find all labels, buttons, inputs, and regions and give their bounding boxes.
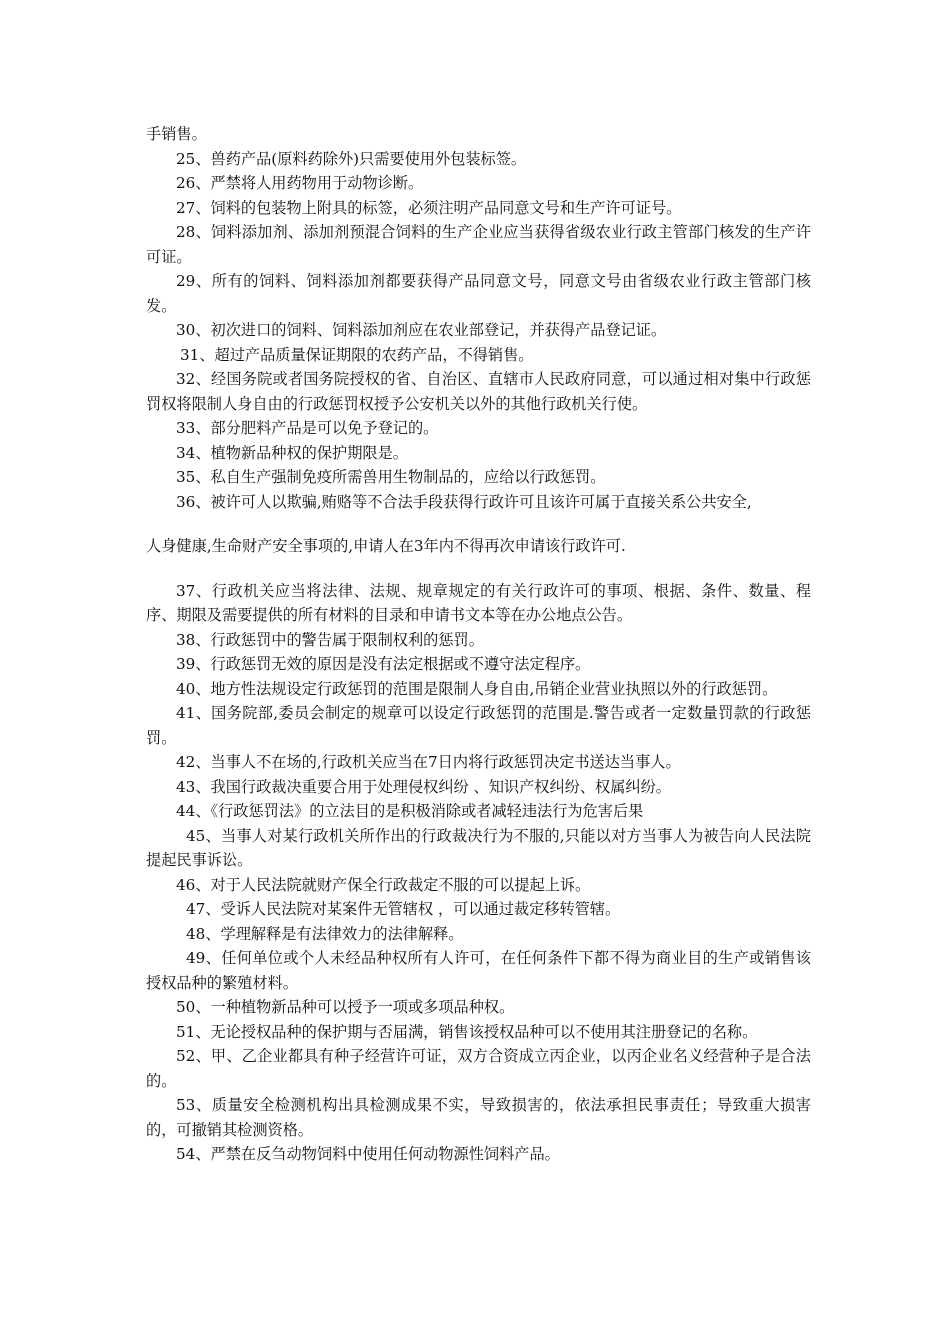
paragraph: 39、行政惩罚无效的原因是没有法定根据或不遵守法定程序。 bbox=[176, 655, 591, 673]
paragraph: 28、饲料添加剂、添加剂预混合饲料的生产企业应当获得省级农业行政主管部门核发的生产许可证。 bbox=[146, 223, 811, 266]
paragraph: 41、国务院部,委员会制定的规章可以设定行政惩罚的范围是.警告或者一定数量罚款的行政惩罚。 bbox=[146, 704, 811, 747]
paragraph: 33、部分肥料产品是可以免予登记的。 bbox=[176, 419, 439, 437]
paragraph: 50、一种植物新品种可以授予一项或多项品种权。 bbox=[176, 998, 515, 1016]
paragraph: 40、地方性法规设定行政惩罚的范围是限制人身自由,吊销企业营业执照以外的行政惩罚。 bbox=[176, 679, 778, 698]
paragraph: 54、严禁在反刍动物饲料中使用任何动物源性饲料产品。 bbox=[176, 1145, 560, 1163]
paragraph: 53、质量安全检测机构出具检测成果不实，导致损害的，依法承担民事责任；导致重大损害的，可撤销其检测资格。 bbox=[146, 1096, 811, 1139]
paragraph: 48、学理解释是有法律效力的法律解释。 bbox=[186, 924, 464, 943]
paragraph: 25、兽药产品(原料药除外)只需要使用外包装标签。 bbox=[176, 149, 527, 168]
paragraph: 37、行政机关应当将法律、法规、规章规定的有关行政许可的事项、根据、条件、数量、程序、期限及需要提供的所有材料的目录和申请书文本等在办公地点公告。 bbox=[146, 581, 811, 624]
paragraph: 52、甲、乙企业都具有种子经营许可证，双方合资成立丙企业，以丙企业名义经营种子是合法的。 bbox=[146, 1047, 811, 1090]
paragraph: 45、当事人对某行政机关所作出的行政裁决行为不服的,只能以对方当事人为被告向人民法院提起民事诉讼。 bbox=[146, 826, 811, 869]
paragraph: 手销售。 bbox=[146, 125, 207, 143]
paragraph: 51、无论授权品种的保护期与否届满，销售该授权品种可以不使用其注册登记的名称。 bbox=[176, 1022, 758, 1041]
paragraph: 29、所有的饲料、饲料添加剂都要获得产品同意文号，同意文号由省级农业行政主管部门核发。 bbox=[146, 272, 811, 315]
paragraph: 47、受诉人民法院对某案件无管辖权 ，可以通过裁定移转管辖。 bbox=[186, 900, 621, 918]
paragraph: 38、行政惩罚中的警告属于限制权利的惩罚。 bbox=[176, 630, 484, 649]
paragraph: 30、初次进口的饲料、饲料添加剂应在农业部登记，并获得产品登记证。 bbox=[176, 321, 667, 339]
paragraph: 31、超过产品质量保证期限的农药产品，不得销售。 bbox=[180, 345, 534, 364]
paragraph: 32、经国务院或者国务院授权的省、自治区、直辖市人民政府同意，可以通过相对集中行政惩罚权将限制人身自由的行政惩罚权授予公安机关以外的其他行政机关行使。 bbox=[146, 370, 811, 413]
paragraph: 35、私自生产强制免疫所需兽用生物制品的，应给以行政惩罚。 bbox=[176, 468, 606, 486]
paragraph: 44、《行政惩罚法》的立法目的是积极消除或者减轻违法行为危害后果 bbox=[176, 802, 644, 820]
paragraph: 43、我国行政裁决重要合用于处理侵权纠纷 、知识产权纠纷、权属纠纷。 bbox=[176, 777, 671, 796]
paragraph: 36、被许可人以欺骗,贿赂等不合法手段获得行政许可且该许可属于直接关系公共安全, bbox=[176, 492, 752, 511]
paragraph: 42、当事人不在场的,行政机关应当在7日内将行政惩罚决定书送达当事人。 bbox=[176, 753, 681, 771]
paragraph: 27、饲料的包装物上附具的标签，必须注明产品同意文号和生产许可证号。 bbox=[176, 198, 682, 217]
document-body bbox=[146, 122, 811, 1167]
paragraph: 49、任何单位或个人未经品种权所有人许可，在任何条件下都不得为商业目的生产或销售该授权品种的繁殖材料。 bbox=[146, 949, 811, 992]
paragraph: 46、对于人民法院就财产保全行政裁定不服的可以提起上诉。 bbox=[176, 875, 591, 894]
paragraph: 26、严禁将人用药物用于动物诊断。 bbox=[176, 174, 424, 192]
paragraph: 34、植物新品种权的保护期限是。 bbox=[176, 443, 408, 462]
paragraph: 人身健康,生命财产安全事项的,申请人在3年内不得再次申请该行政许可. bbox=[146, 537, 626, 555]
